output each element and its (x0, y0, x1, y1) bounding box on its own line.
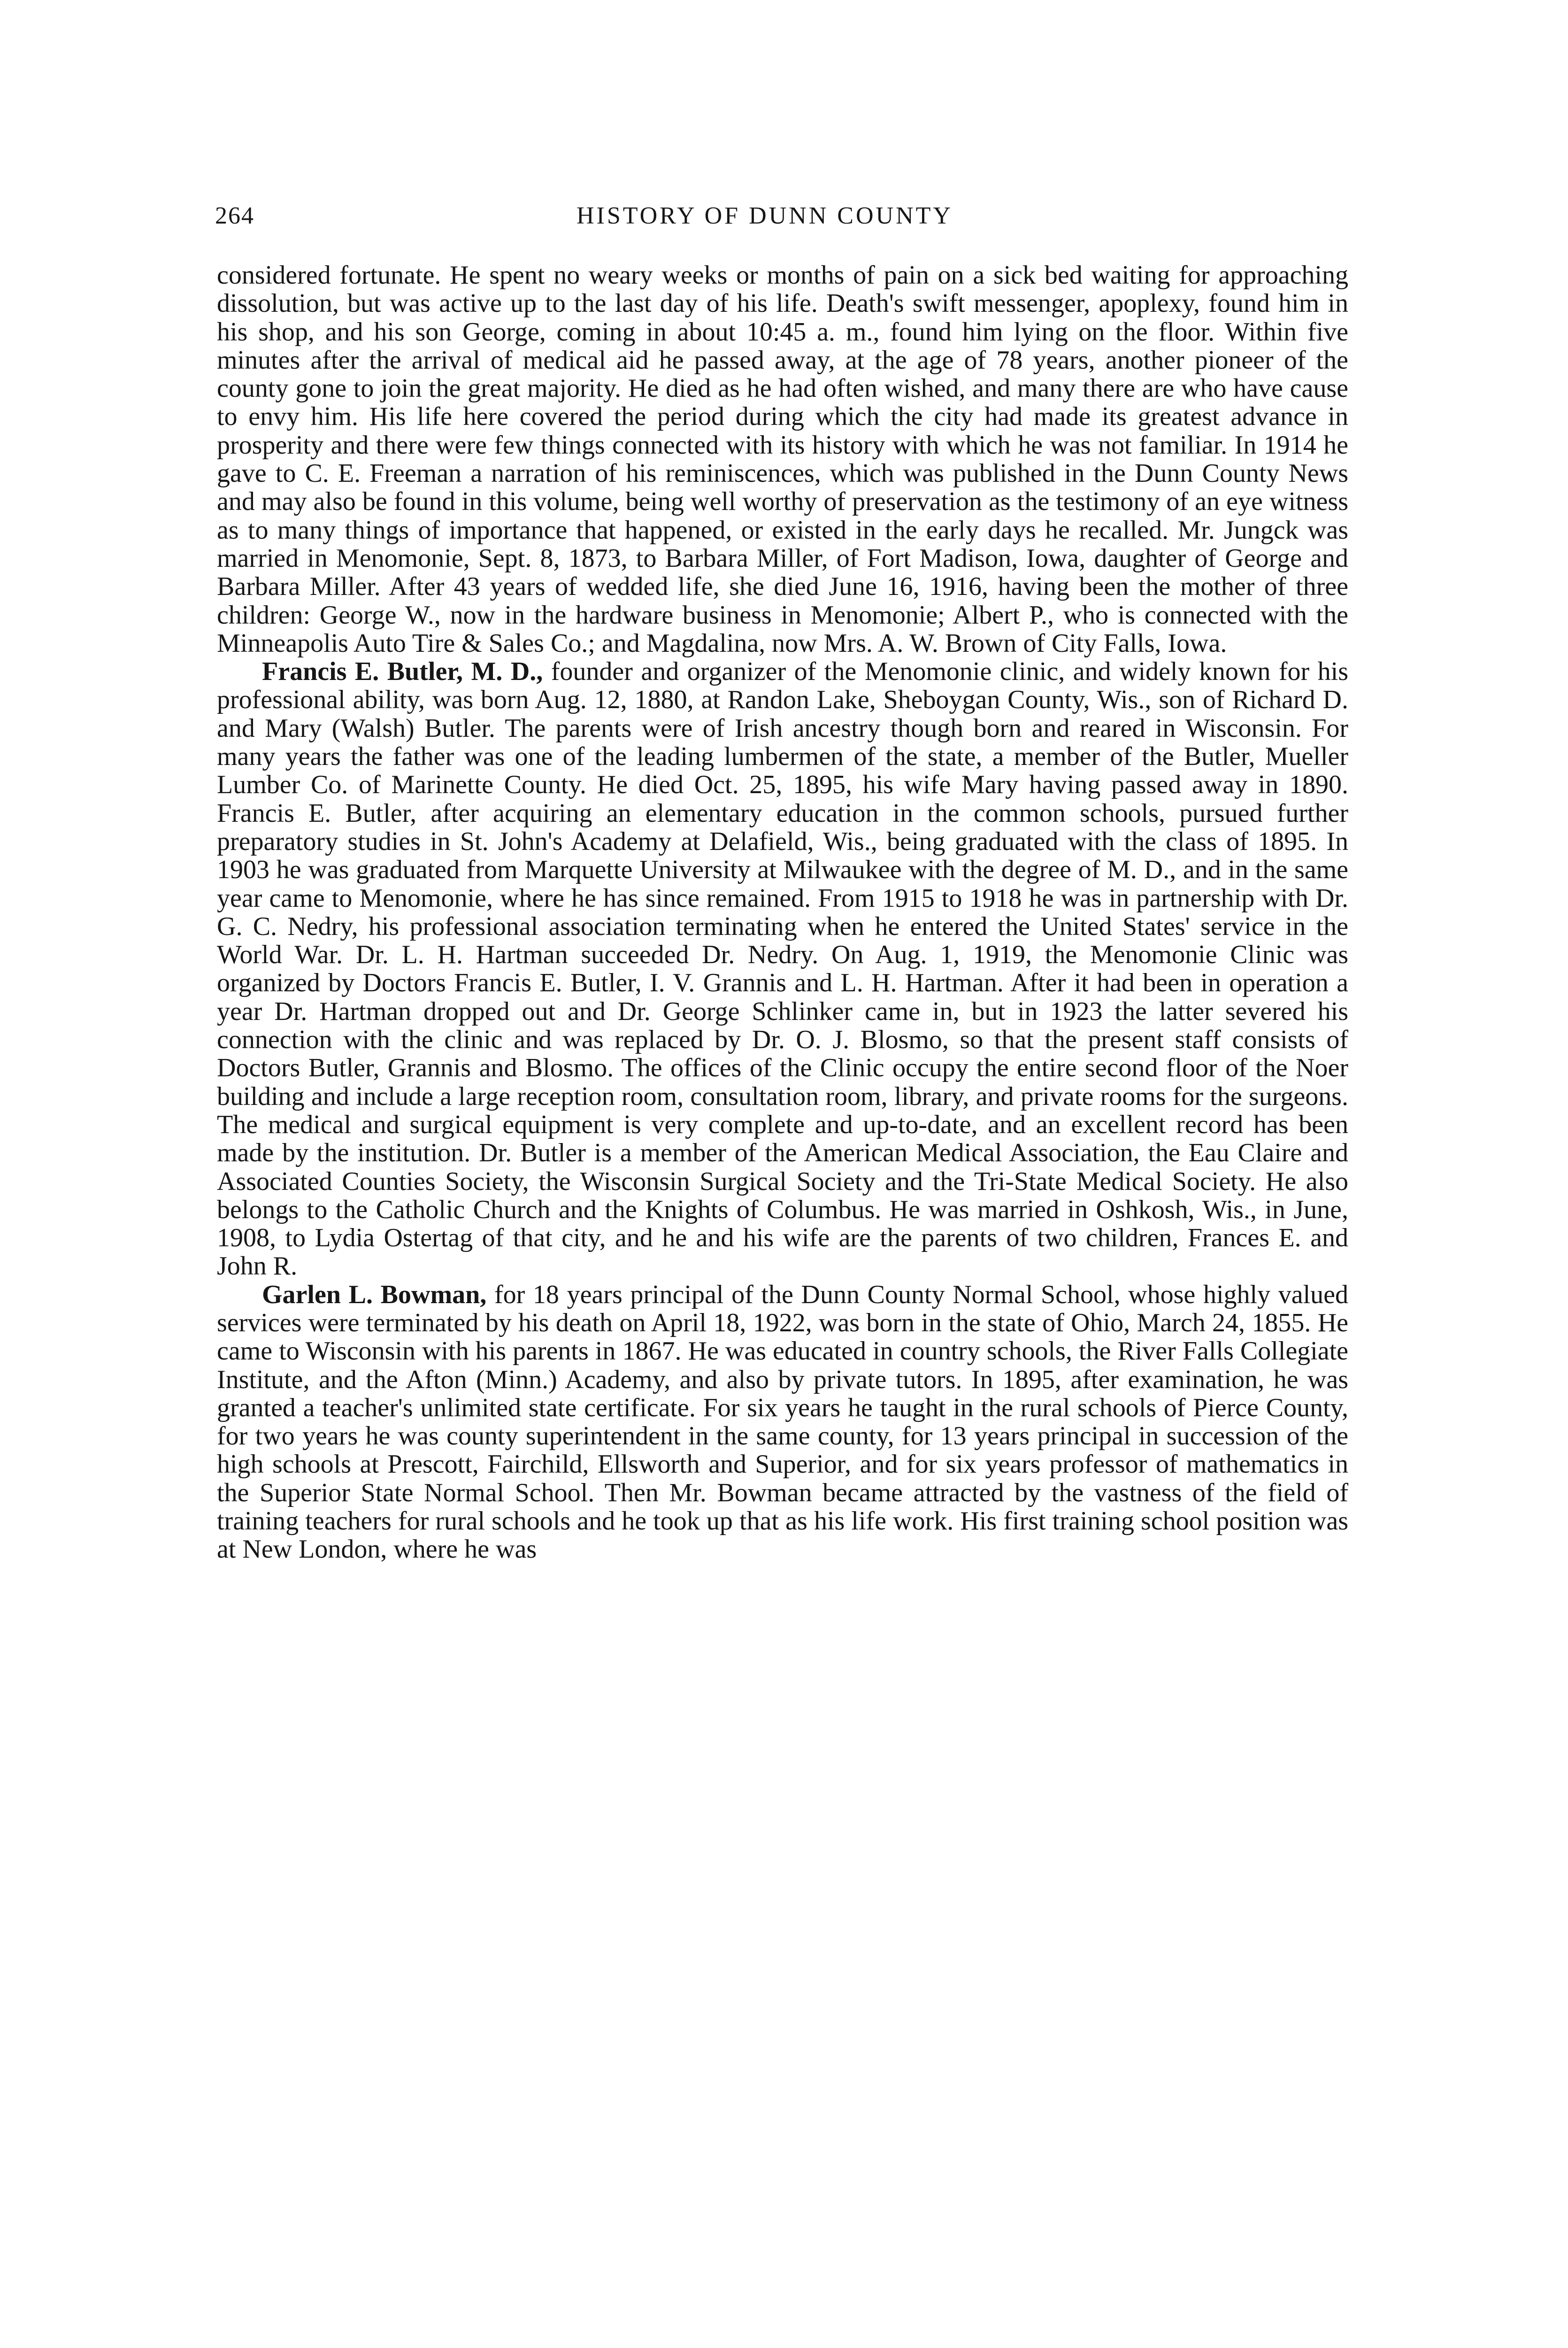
entry-name: Garlen L. Bowman, (262, 1280, 487, 1309)
paragraph-butler (217, 657, 1348, 1281)
page-number: 264 (215, 202, 254, 229)
paragraph-text: for 18 years principal of the Dunn County Normal School, whose highly valued services were terminated by his death on April 18, 1922, was born in the state of Ohio, March 24, 1855. He came to Wisconsin with his parents in 1867. He was educated in country schools, the River Falls Collegiate Institute, and the Afton (Minn.) Academy, and also by private tutors. In 1895, after examination, he was granted a teacher's unlimited state certificate. For six years he taught in the rural schools of Pierce County, for two years he was county superintendent in the same county, for 13 years principal in succession of the high schools at Prescott, Fairchild, Ellsworth and Superior, and for six years professor of mathematics in the Superior State Normal School. Then Mr. Bowman became attracted by the vastness of the field of training teachers for rural schools and he took up that as his life work. His first training school position was at New London, where he was (217, 1280, 1348, 1564)
entry-name: Francis E. Butler, M. D., (262, 657, 543, 687)
paragraph-text: founder and organizer of the Menomonie clinic, and widely known for his professional ability, was born Aug. 12, 1880, at Randon Lake, Sheboygan County, Wis., son of Richard D. and Mary (Walsh) Butler. The parents were of Irish ancestry though born and reared in Wisconsin. For many years the father was one of the leading lumbermen of the state, a member of the Butler, Mueller Lumber Co. of Marinette County. He died Oct. 25, 1895, his wife Mary having passed away in 1890. Francis E. Butler, after acquiring an elementary education in the common schools, pursued further preparatory studies in St. John's Academy at Delafield, Wis., being graduated with the class of 1895. In 1903 he was graduated from Marquette University at Milwaukee with the degree of M. D., and in the same year came to Menomonie, where he has since remained. From 1915 to 1918 he was in partnership with Dr. G. C. Nedry, his professional association terminating when he entered the United States' service in the World War. Dr. L. H. Hartman succeeded Dr. Nedry. On Aug. 1, 1919, the Menomonie Clinic was organized by Doctors Francis E. Butler, I. V. Grannis and L. H. Hartman. After it had been in operation a year Dr. Hartman dropped out and Dr. George Schlinker came in, but in 1923 the latter severed his connection with the clinic and was replaced by Dr. O. J. Blosmo, so that the present staff consists of Doctors Butler, Grannis and Blosmo. The offices of the Clinic occupy the entire second floor of the Noer building and include a large reception room, consultation room, library, and private rooms for the surgeons. The medical and surgical equipment is very complete and up-to-date, and an excellent record has been made by the institution. Dr. Butler is a member of the American Medical Association, the Eau Claire and Associated Counties Society, the Wisconsin Surgical Society and the Tri-State Medical Society. He also belongs to the Catholic Church and the Knights of Columbus. He was married in Oshkosh, Wis., in June, 1908, to Lydia Ostertag of that city, and he and his wife are the parents of two children, Frances E. and John R. (217, 657, 1348, 1281)
paragraph-bowman (217, 1281, 1348, 1564)
body-text (217, 261, 1348, 1564)
paragraph-text: considered fortunate. He spent no weary weeks or months of pain on a sick bed waiting for approaching dissolution, but was active up to the last day of his life. Death's swift messenger, apoplexy, found him in his shop, and his son George, coming in about 10:45 a. m., found him lying on the floor. Within five minutes after the arrival of medical aid he passed away, at the age of 78 years, another pioneer of the county gone to join the great majority. He died as he had often wished, and many there are who have cause to envy him. His life here covered the period during which the city had made its greatest advance in prosperity and there were few things connected with its history with which he was not familiar. In 1914 he gave to C. E. Freeman a narration of his reminiscences, which was published in the Dunn County News and may also be found in this volume, being well worthy of preservation as the testimony of an eye witness as to many things of importance that happened, or existed in the early days he recalled. Mr. Jungck was married in Menomonie, Sept. 8, 1873, to Barbara Miller, of Fort Madison, Iowa, daughter of George and Barbara Miller. After 43 years of wedded life, she died June 16, 1916, having been the mother of three children: George W., now in the hardware business in Menomonie; Albert P., who is connected with the Minneapolis Auto Tire & Sales Co.; and Magdalina, now Mrs. A. W. Brown of City Falls, Iowa. (217, 261, 1348, 658)
paragraph-jungck-continued (217, 261, 1348, 657)
running-head (0, 202, 1568, 235)
running-title: HISTORY OF DUNN COUNTY (576, 202, 953, 229)
